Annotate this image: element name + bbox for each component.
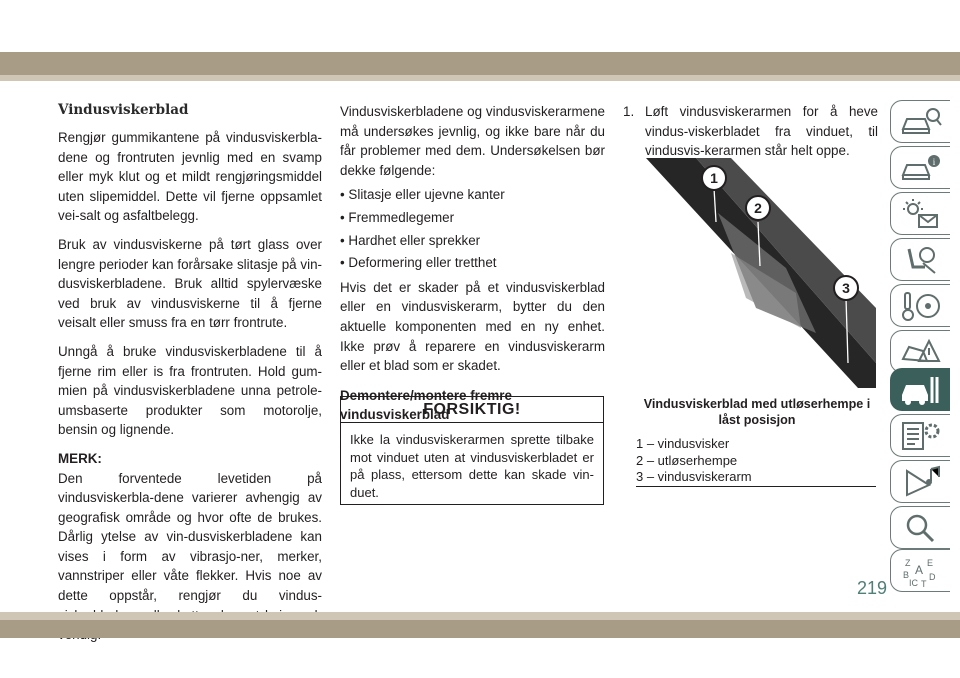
legend-item: 2 – utløserhempe bbox=[636, 452, 738, 468]
warning-box bbox=[340, 396, 604, 505]
car-info-icon bbox=[899, 151, 943, 185]
tab-warning-lights[interactable] bbox=[890, 192, 950, 235]
bullet-item: • Slitasje eller ujevne kanter bbox=[340, 187, 505, 203]
bullet-item: • Hardhet eller sprekker bbox=[340, 232, 481, 248]
warning-title: FORSIKTIG! bbox=[341, 397, 603, 423]
wiper-illustration bbox=[636, 158, 876, 388]
bullet-item: • Fremmedlegemer bbox=[340, 209, 455, 225]
note-label: MERK: bbox=[58, 450, 102, 466]
wiper-photo bbox=[636, 158, 876, 388]
svg-text:1: 1 bbox=[710, 170, 718, 186]
car-magnifier-icon bbox=[899, 105, 943, 139]
seat-airbag-icon bbox=[899, 243, 943, 277]
warning-light-mail-icon bbox=[899, 197, 943, 231]
subheading: Demontere/montere fremre vindusviskerblad bbox=[340, 387, 512, 423]
footer-band-light bbox=[0, 612, 960, 620]
legend-item: 3 – vindusviskerarm bbox=[636, 469, 752, 484]
svg-text:B: B bbox=[902, 569, 909, 580]
tab-emergency[interactable] bbox=[890, 330, 950, 373]
figure-legend bbox=[636, 436, 876, 486]
tab-safety[interactable] bbox=[890, 238, 950, 281]
tab-car-info[interactable] bbox=[890, 146, 950, 189]
warning-text: Ikke la vindusviskerarmen sprette tilbake mot vinduet uten at vindusviskerbladet er på plass, ettersom dette kan skade vin-duet. bbox=[350, 432, 594, 500]
step-item bbox=[623, 102, 878, 161]
search-icon bbox=[899, 511, 943, 545]
paragraph: Unngå å bruke vindusviskerbladene til å fjerne rim eller is fra frontruten. Hold gum-mien på vindusviskerbladene unna petrole-umsbaserte produkter som motorolje, bensin og lignende. bbox=[58, 343, 322, 438]
alphabet-index-icon bbox=[899, 554, 943, 588]
tab-index[interactable] bbox=[890, 549, 950, 592]
step-number: 1. bbox=[623, 104, 635, 119]
page-number: 219 bbox=[857, 578, 888, 598]
music-nav-icon bbox=[899, 465, 943, 499]
svg-text:T: T bbox=[920, 578, 926, 588]
svg-text:2: 2 bbox=[754, 200, 762, 216]
top-margin bbox=[0, 0, 960, 52]
column-3 bbox=[623, 102, 878, 161]
step-text: Løft vindusviskerarmen for å heve vindus-viskerbladet fra vinduet, til vindusvis-kerarmen står helt oppe. bbox=[645, 104, 878, 159]
column-1 bbox=[58, 128, 322, 645]
paragraph: Bruk av vindusviskerne på tørt glass over lengre perioder kan forårsake slitasje på vin-dusviskerbladene. Bruk alltid spylervæske ved bruk av vindusviskerne til å fjerne veisalt eller smuss fra en tørr frontrute. bbox=[58, 236, 322, 331]
svg-text:E: E bbox=[926, 557, 933, 568]
section-title: Vindusviskerblad bbox=[58, 102, 189, 118]
paragraph: Hvis det er skader på et vindusviskerblad eller en vindusviskerarm, bytter du den aktuelle komponenten med en ny enhet. Ikke prøv å reparere en vindusviskerarm eller et blad som er skadet. bbox=[340, 279, 605, 374]
footer-band bbox=[0, 620, 960, 638]
callout-1 bbox=[702, 166, 726, 190]
specs-gear-icon bbox=[899, 419, 943, 453]
tab-starting-operating[interactable] bbox=[890, 284, 950, 327]
tab-search[interactable] bbox=[890, 506, 950, 549]
svg-text:D: D bbox=[928, 571, 935, 582]
svg-text:i: i bbox=[932, 156, 935, 167]
svg-text:3: 3 bbox=[842, 280, 850, 296]
header-band bbox=[0, 52, 960, 75]
svg-text:Z: Z bbox=[904, 557, 910, 568]
wiper-arm-shape bbox=[696, 158, 876, 363]
tab-multimedia[interactable] bbox=[890, 460, 950, 503]
tab-car-inspection[interactable] bbox=[890, 100, 950, 143]
figure-caption: Vindusviskerblad med utløserhempe i låst posisjon bbox=[643, 397, 871, 427]
svg-text:A: A bbox=[914, 562, 923, 577]
legend-item: 1 – vindusvisker bbox=[636, 436, 730, 451]
callout-2 bbox=[746, 196, 770, 220]
key-steering-wheel-icon bbox=[899, 289, 943, 323]
column-2 bbox=[340, 102, 605, 425]
legend-divider bbox=[636, 486, 876, 487]
tab-technical-specs[interactable] bbox=[890, 414, 950, 457]
callout-3 bbox=[834, 276, 858, 300]
header-band-light bbox=[0, 75, 960, 81]
car-crash-icon bbox=[899, 335, 943, 369]
car-wrench-icon bbox=[899, 373, 943, 407]
note-text: Den forventede levetiden på vindusviskerbla-dene varierer avhengig av geografisk område og hvor ofte de brukes. Dårlig ytelse av vin-dusviskerbladene kan vises i form av vibrasjo-ner, merker, vannstriper eller våte flekker. Hvis noe av dette oppstår, rengjør du vindus- bbox=[58, 470, 322, 604]
tab-servicing-maintenance[interactable] bbox=[890, 368, 950, 411]
paragraph: Vindusviskerbladene og vindusviskerarmene må undersøkes jevnlig, og ikke bare når du får problemer med dem. Undersøkelsen bør dekke følgende: bbox=[340, 104, 605, 178]
bullet-item: • Deformering eller tretthet bbox=[340, 255, 497, 271]
svg-text:IC: IC bbox=[908, 577, 918, 588]
paragraph: Rengjør gummikantene på vindusviskerbla-dene og frontruten jevnlig med en svamp eller myk klut og et mildt rengjøringsmiddel uten slipemiddel. Dette vil fjerne oppsamlet vei-salt og asfaltbelegg. bbox=[58, 130, 322, 224]
